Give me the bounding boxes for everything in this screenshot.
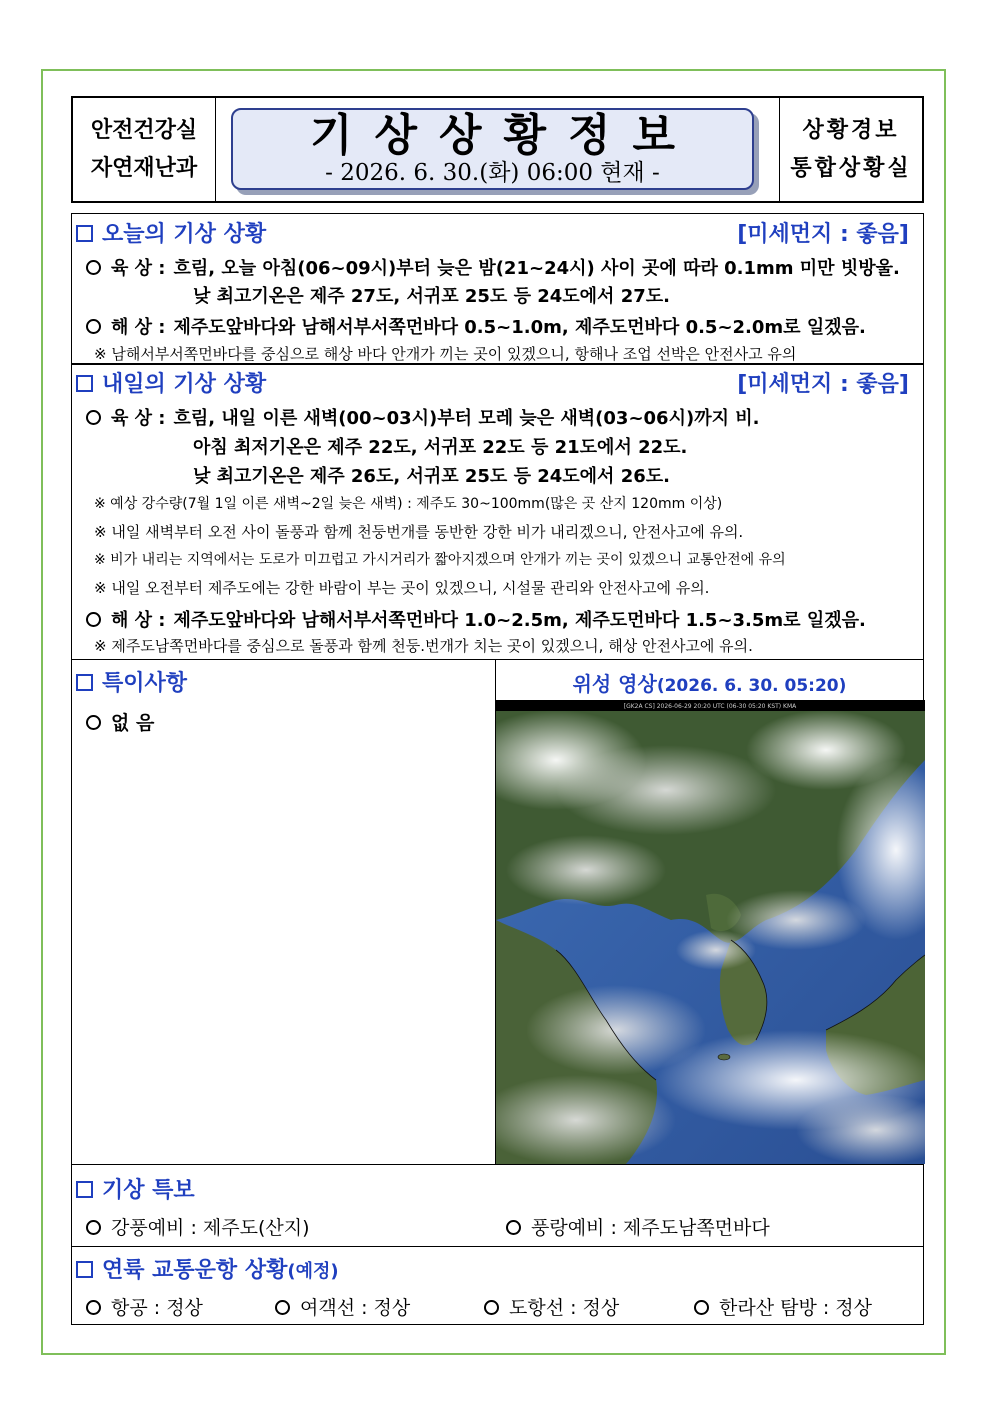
transport-title: 연륙 교통운항 상황(예정) — [76, 1253, 339, 1284]
circle-bullet-icon — [275, 1300, 290, 1315]
report-title: 기상상황정보 — [309, 110, 698, 161]
transport-section — [71, 1246, 924, 1325]
warnings-section — [71, 1164, 924, 1247]
transport-hallasan: 한라산 탐방 : 정상 — [694, 1293, 872, 1320]
circle-bullet-icon — [86, 715, 101, 730]
transport-island-ferry: 도항선 : 정상 — [484, 1293, 619, 1320]
circle-bullet-icon — [484, 1300, 499, 1315]
tomorrow-land-line-2: 아침 최저기온은 제주 22도, 서귀포 22도 등 21도에서 22도. — [193, 437, 688, 458]
today-note-1: ※ 남해서부서쪽먼바다를 중심으로 해상 바다 안개가 끼는 곳이 있겠으니, 항해나 조업 선박은 안전사고 유의 — [94, 345, 797, 363]
warning-item-2: 풍랑예비 : 제주도남쪽먼바다 — [506, 1213, 770, 1240]
checkbox-icon — [76, 674, 93, 691]
circle-bullet-icon — [506, 1220, 521, 1235]
circle-bullet-icon — [694, 1300, 709, 1315]
today-title: 오늘의 기상 상황 — [76, 217, 266, 248]
circle-bullet-icon — [86, 1300, 101, 1315]
tomorrow-note-5: ※ 제주도남쪽먼바다를 중심으로 돌풍과 함께 천둥.번개가 치는 곳이 있겠으니, 해상 안전사고에 유의. — [94, 637, 753, 655]
title-box — [231, 108, 754, 190]
tomorrow-note-1: ※ 예상 강수량(7월 1일 이른 새벽~2일 늦은 새벽) : 제주도 30~100mm(많은 곳 산지 120mm 이상) — [94, 496, 723, 512]
tomorrow-dust: [미세먼지 : 좋음] — [737, 372, 909, 397]
circle-bullet-icon — [86, 612, 101, 627]
office-line-2: 통합상황실 — [790, 155, 912, 181]
tomorrow-section — [71, 364, 924, 660]
office-line-1: 상황경보 — [802, 117, 900, 143]
checkbox-icon — [76, 1181, 93, 1198]
receiving-office — [779, 98, 922, 201]
tomorrow-title: 내일의 기상 상황 — [76, 367, 266, 398]
circle-bullet-icon — [86, 319, 101, 334]
tomorrow-note-3: ※ 비가 내리는 지역에서는 도로가 미끄럽고 가시거리가 짧아지겠으며 안개가 끼는 곳이 있겠으니 교통안전에 유의 — [94, 552, 786, 568]
tomorrow-note-2: ※ 내일 새벽부터 오전 사이 돌풍과 함께 천둥번개를 동반한 강한 비가 내리겠으니, 안전사고에 유의. — [94, 523, 744, 541]
special-title: 특이사항 — [76, 666, 187, 697]
department-line-1: 안전건강실 — [90, 117, 198, 143]
circle-bullet-icon — [86, 260, 101, 275]
report-header — [71, 96, 924, 203]
report-datetime: - 2026. 6. 30.(화) 06:00 현재 - — [325, 160, 660, 186]
today-dust: [미세먼지 : 좋음] — [737, 222, 909, 247]
warnings-title: 기상 특보 — [76, 1173, 195, 1204]
issuing-department — [73, 98, 216, 201]
today-land-line: 육 상 : 흐림, 오늘 아침(06~09시)부터 늦은 밤(21~24시) 사이 곳에 따라 0.1mm 미만 빗방울. — [86, 254, 900, 280]
warning-item-1: 강풍예비 : 제주도(산지) — [86, 1213, 310, 1240]
transport-ferry: 여객선 : 정상 — [275, 1293, 410, 1320]
department-line-2: 자연재난과 — [90, 155, 198, 181]
today-section — [71, 213, 924, 364]
satellite-title: 위성 영상(2026. 6. 30. 05:20) — [572, 672, 847, 696]
tomorrow-sea-line: 해 상 : 제주도앞바다와 남해서부서쪽먼바다 1.0~2.5m, 제주도먼바다 1.5~3.5m로 일겠음. — [86, 606, 866, 632]
tomorrow-land-line: 육 상 : 흐림, 내일 이른 새벽(00~03시)부터 모레 늦은 새벽(03~06시)까지 비. — [86, 404, 759, 430]
special-item: 없 음 — [86, 708, 154, 735]
circle-bullet-icon — [86, 1220, 101, 1235]
tomorrow-note-4: ※ 내일 오전부터 제주도에는 강한 바람이 부는 곳이 있겠으니, 시설물 관리와 안전사고에 유의. — [94, 579, 710, 597]
transport-air: 항공 : 정상 — [86, 1293, 203, 1320]
satellite-image — [495, 700, 925, 1164]
tomorrow-land-line-3: 낮 최고기온은 제주 26도, 서귀포 25도 등 24도에서 26도. — [193, 466, 670, 487]
circle-bullet-icon — [86, 410, 101, 425]
checkbox-icon — [76, 225, 93, 242]
today-sea-line: 해 상 : 제주도앞바다와 남해서부서쪽먼바다 0.5~1.0m, 제주도먼바다 0.5~2.0m로 일겠음. — [86, 313, 866, 339]
today-land-line-2: 낮 최고기온은 제주 27도, 서귀포 25도 등 24도에서 27도. — [193, 286, 670, 307]
checkbox-icon — [76, 1261, 93, 1278]
checkbox-icon — [76, 375, 93, 392]
satellite-caption: [GK2A CS] 2026-06-29 20:20 UTC (06-30 05:20 KST) KMA — [623, 703, 797, 710]
